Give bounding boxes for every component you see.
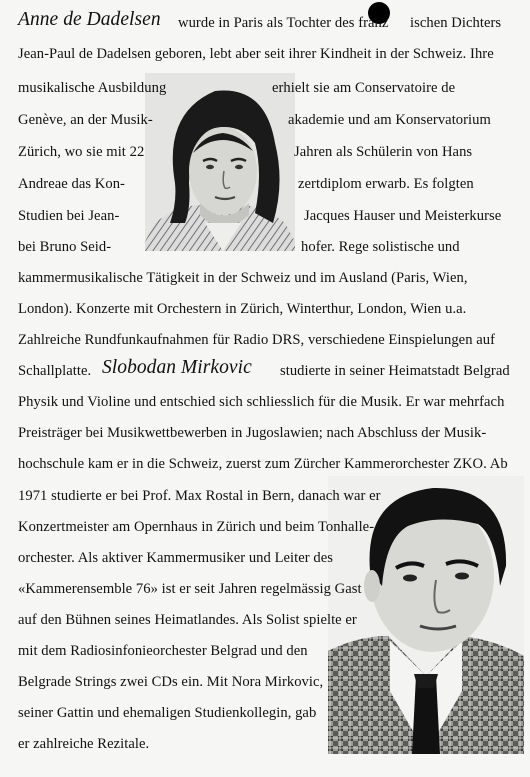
text-segment: Jahren als Schülerin von Hans [294, 144, 473, 160]
text-line: kammermusikalische Tätigkeit in der Schweiz und im Ausland (Paris, Wien, [18, 270, 468, 286]
text-line [18, 9, 502, 31]
text-line: hochschule kam er in die Schweiz, zuerst zum Zürcher Kammerorchester ZKO. Ab [18, 456, 508, 472]
text-segment: ischen Dichters [410, 15, 502, 31]
text-line: er zahlreiche Rezitale. [18, 736, 150, 752]
text-line: Zahlreiche Rundfunkaufnahmen für Radio DRS, verschiedene Einspielungen auf [18, 332, 496, 348]
text-segment: Schallplatte. [18, 363, 92, 379]
text-line: 1971 studierte er bei Prof. Max Rostal in Bern, danach war er [18, 488, 381, 504]
text-segment: hofer. Rege solistische und [301, 239, 460, 255]
text-line: Belgrade Strings zwei CDs ein. Mit Nora Mirkovic, [18, 674, 324, 690]
text-segment: musikalische Ausbildung [18, 80, 167, 96]
text-segment: Studien bei Jean- [18, 208, 120, 224]
text-segment: Genève, an der Musik- [18, 112, 153, 128]
text-segment: Zürich, wo sie mit 22 [18, 144, 145, 160]
person-name-slobodan: Slobodan Mirkovic [102, 357, 252, 378]
text-line: Preisträger bei Musikwettbewerben in Jugoslawien; nach Abschluss der Musik- [18, 425, 487, 441]
text-segment: Jacques Hauser und Meisterkurse [304, 208, 502, 224]
text-segment: akademie und am Konservatorium [288, 112, 491, 128]
text-segment: wurde in Paris als Tochter des franz [178, 15, 389, 31]
text-line: orchester. Als aktiver Kammermusiker und Leiter des [18, 550, 334, 566]
text-segment: bei Bruno Seid- [18, 239, 112, 255]
text-line: London). Konzerte mit Orchestern in Zürich, Winterthur, London, Wien u.a. [18, 301, 467, 317]
text-line: auf den Bühnen seines Heimatlandes. Als Solist spielte er [18, 612, 357, 628]
text-segment: studierte in seiner Heimatstadt Belgrad [280, 363, 510, 379]
text-line: Konzertmeister am Opernhaus in Zürich und beim Tonhalle- [18, 519, 375, 535]
text-line: seiner Gattin und ehemaligen Studienkollegin, gab [18, 705, 317, 721]
text-line: «Kammerensemble 76» ist er seit Jahren regelmässig Gast [18, 581, 362, 597]
text-segment: zertdiplom erwarb. Es folgten [298, 176, 474, 192]
text-line: Physik und Violine und entschied sich schliesslich für die Musik. Er war mehrfach [18, 394, 505, 410]
text-line: Jean-Paul de Dadelsen geboren, lebt aber seit ihrer Kindheit in der Schweiz. Ihre [18, 46, 494, 62]
text-segment: erhielt sie am Conservatoire de [272, 80, 456, 96]
person-name-anne: Anne de Dadelsen [18, 9, 161, 30]
portrait-anne-de-dadelsen [145, 73, 295, 251]
text-segment: Andreae das Kon- [18, 176, 125, 192]
text-line: mit dem Radiosinfonieorchester Belgrad und den [18, 643, 308, 659]
